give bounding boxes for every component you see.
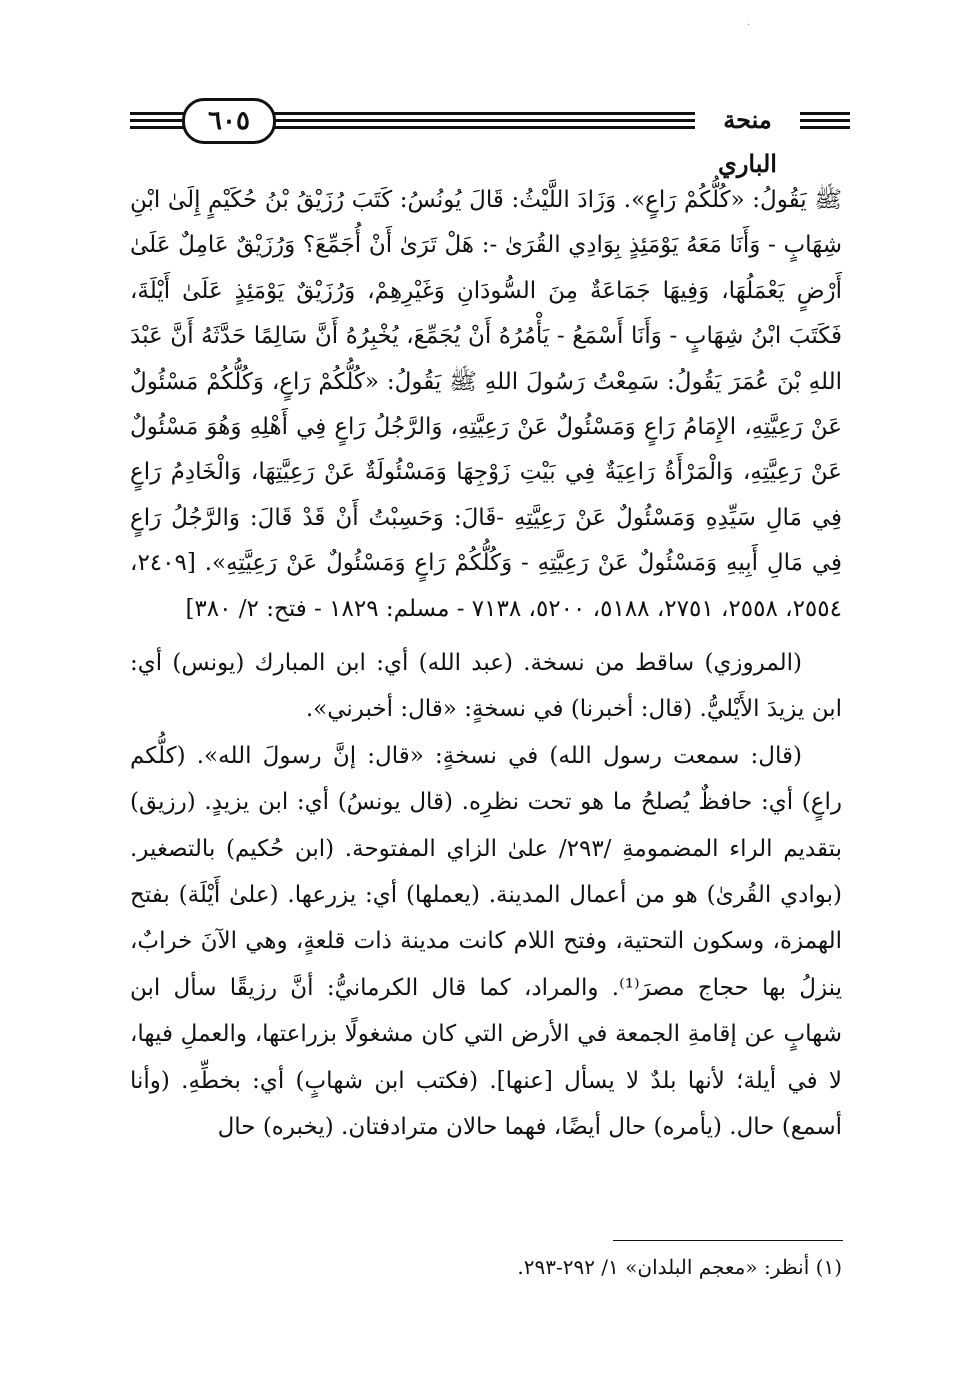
book-title: منحة الباري [695, 98, 800, 142]
header-rule [265, 119, 695, 122]
page-number: ٦٠٥ [182, 98, 276, 144]
hadith-text: ﷺ يَقُولُ: «كُلُّكُمْ رَاعٍ». وَزَادَ اللَّيْثُ: قَالَ يُونُسُ: كَتَبَ رُزَيْقُ بْنُ حُكَيْمٍ إِلَىٰ ابْنِ شِهَابٍ - وَأَنَا مَعَهُ يَوْمَئِذٍ بِوَادِي القُرَىٰ -: هَلْ تَرَىٰ أَنْ أُجَمِّعَ؟ وَرُزَيْقٌ عَامِلٌ عَلَىٰ أَرْضٍ يَعْمَلُهَا، وَفِيهَا جَمَاعَةٌ مِنَ السُّودَانِ وَغَيْرِهِمْ، وَرُزَيْقٌ يَوْمَئِذٍ عَلَىٰ أَيْلَةَ، فَكَتَبَ ابْنُ شِهَابٍ - وَأَنَا أَسْمَعُ - يَأْمُرُهُ أَنْ يُجَمِّعَ، يُخْبِرُهُ أَنَّ سَالِمًا حَدَّثَهُ أَنَّ عَبْدَ اللهِ بْنَ عُمَرَ يَقُولُ: سَمِعْتُ رَسُولَ اللهِ ﷺ يَقُولُ: «كُلُّكُمْ رَاعٍ، وَكُلُّكُمْ مَسْئُولٌ عَنْ رَعِيَّتِهِ، الإِمَامُ رَاعٍ وَمَسْئُولٌ عَنْ رَعِيَّتِهِ، وَالرَّجُلُ رَاعٍ فِي أَهْلِهِ وَهُوَ مَسْئُولٌ عَنْ رَعِيَّتِهِ، وَالْمَرْأَةُ رَاعِيَةٌ فِي بَيْتِ زَوْجِهَا وَمَسْئُولَةٌ عَنْ رَعِيَّتِهَا، وَالْخَادِمُ رَاعٍ فِي مَالِ سَيِّدِهِ وَمَسْئُولٌ عَنْ رَعِيَّتِهِ -قَالَ: وَحَسِبْتُ أَنْ قَدْ قَالَ: وَالرَّجُلُ رَاعٍ فِي مَالِ أَبِيهِ وَمَسْئُولٌ عَنْ رَعِيَّتِهِ - وَكُلُّكُمْ رَاعٍ وَمَسْئُولٌ عَنْ رَعِيَّتِهِ». [٢٤٠٩، ٢٥٥٤، ٢٥٥٨، ٢٧٥١، ٥١٨٨، ٥٢٠٠، ٧١٣٨ - مسلم: ١٨٢٩ - فتح: ٢/ ٣٨٠] [130, 187, 843, 622]
commentary-paragraph: (قال: سمعت رسول الله) في نسخةٍ: «قال: إنَّ رسولَ الله». (كلُّكم راعٍ) أي: حافظٌ يُصلحُ ما هو تحت نظرِه. (قال يونسُ) أي: ابن يزيدٍ. (رزيق) بتقديم الراء المضمومةِ /٢٩٣/ علىٰ الزاي المفتوحة. (ابن حُكيم) بالتصغير. (بوادي القُرىٰ) هو من أعمال المدينة. (يعملها) أي: يزرعها. (علىٰ أَيْلَة) بفتح الهمزة، وسكون التحتية، وفتح اللام كانت مدينة ذات قلعةٍ، وهي الآنَ خرابٌ، ينزلُ بها حجاج مصرَ⁽¹⁾. والمراد، كما قال الكرمانيُّ: أنَّ رزيقًا سأل ابن شهابٍ عن إقامةِ الجمعة في الأرض التي كان مشغولًا بزراعتها، والعملِ فيها، لا في أيلة؛ لأنها بلدٌ لا يسأل [عنها]. (فكتب ابن شهابٍ) أي: بخطِّهِ. (وأنا أسمع) حال. (يأمره) حال أيضًا، فهما حالان مترادفتان. (يخبره) حال [130, 742, 842, 1141]
header-rule [800, 112, 850, 115]
footnote: (١) أنظر: «معجم البلدان» ١/ ٢٩٢-٢٩٣. [517, 1255, 842, 1279]
header-rule [800, 119, 850, 122]
commentary-paragraph: (المروزي) ساقط من نسخة. (عبد الله) أي: ابن المبارك (يونس) أي: ابن يزيدَ الأَيْليُّ. (قال: أخبرنا) في نسخةٍ: «قال: أخبرني». [130, 650, 842, 723]
header-rule [265, 112, 695, 115]
page-header [130, 92, 850, 178]
scan-speck: · [747, 20, 751, 31]
commentary-block [130, 640, 842, 1150]
hadith-text-block [130, 178, 842, 632]
footnote-separator [613, 1240, 843, 1241]
header-rule [265, 126, 695, 129]
header-rule [800, 126, 850, 129]
